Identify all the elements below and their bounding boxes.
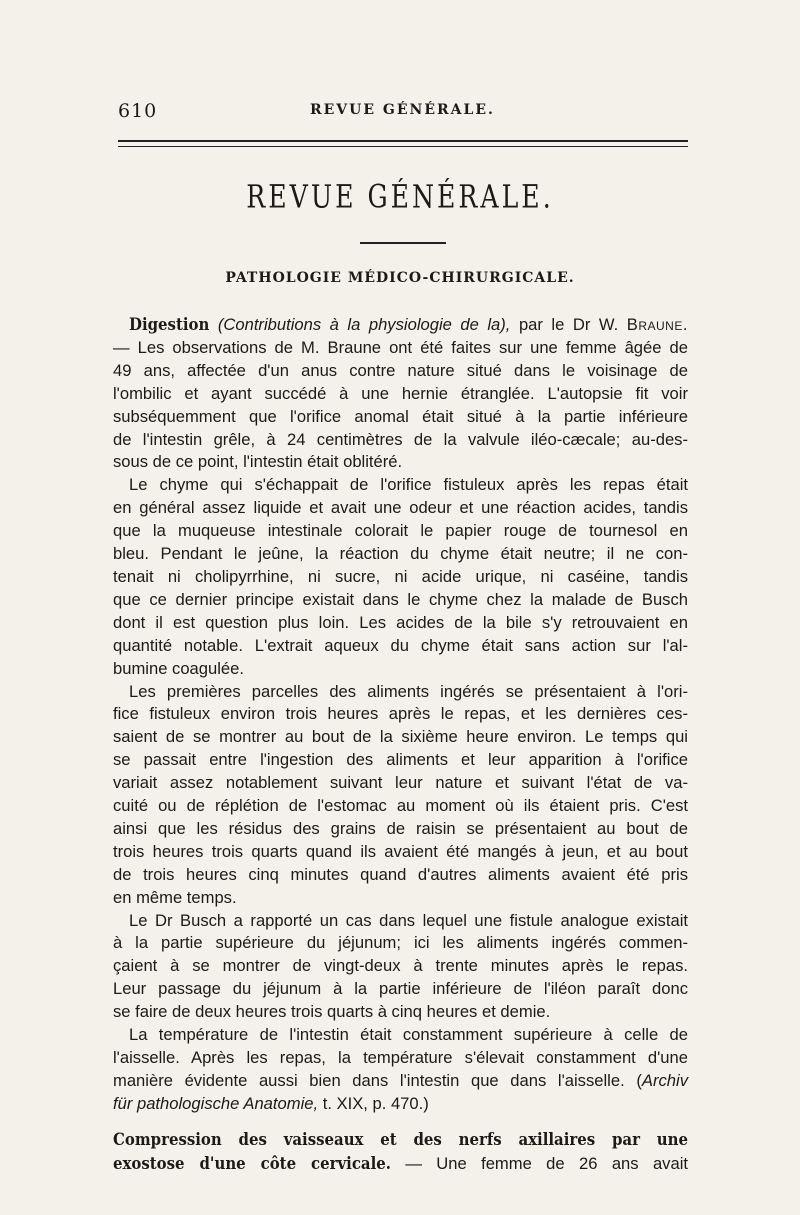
text-line: La température de l'intestin était constamment supérieure à celle de xyxy=(129,1025,688,1045)
text-line: variait assez notablement suivant leur nature et suivant l'état de va- xyxy=(113,773,688,793)
title-rule xyxy=(360,242,446,244)
text-line: se faire de deux heures trois quarts à cinq heures et demie. xyxy=(113,1002,551,1022)
text-line: Le chyme qui s'échappait de l'orifice fistuleux après les repas était xyxy=(129,475,688,495)
text-line: manière évidente aussi bien dans l'intestin que dans l'aisselle. xyxy=(113,1070,625,1090)
text-line: l'aisselle. Après les repas, la température s'élevait constamment d'une xyxy=(113,1048,688,1067)
text-line: l'ombilic et ayant succédé à une hernie étranglée. L'autopsie fit voir xyxy=(113,383,688,403)
text-line: Les premières parcelles des aliments ingérés se présentaient à l'ori- xyxy=(129,681,688,701)
text-line: saient de se montrer au bout de la sixième heure environ. Le temps qui xyxy=(113,727,688,747)
text-line: que la muqueuse intestinale colorait le papier rouge de tournesol en xyxy=(113,521,688,541)
article2-heading-part2: exostose d'une côte cervicale. xyxy=(113,1152,391,1173)
text-line: Leur passage du jéjunum à la partie inférieure de l'iléon paraît donc xyxy=(113,979,688,999)
text-line: dont il est question plus loin. Les acides de la bile s'y retrouvaient en xyxy=(113,612,688,632)
citation-open: ( xyxy=(636,1070,642,1090)
text-line: — Les observations de M. Braune ont été faites sur une femme âgée de xyxy=(113,337,688,357)
text-line: en général assez liquide et avait une odeur et une réaction acides, tandis xyxy=(113,498,688,518)
text-line: se passait entre l'ingestion des aliments et leur apparition à l'orifice xyxy=(113,750,688,770)
text-line: subséquemment que l'orifice anomal était situé à la partie inférieure xyxy=(113,406,688,426)
page-number: 610 xyxy=(118,100,158,122)
text-line: de trois heures cinq minutes quand d'autres aliments avaient été pris xyxy=(113,864,688,884)
text-line: cuité ou de réplétion de l'estomac au moment où ils étaient pris. C'est xyxy=(113,796,688,816)
header-rule-thin xyxy=(118,146,688,147)
running-title: REVUE GÉNÉRALE. xyxy=(310,102,495,118)
text-line: Le Dr Busch a rapporté un cas dans lequel une fistule analogue existait xyxy=(129,910,688,930)
citation-rest: t. XIX, p. 470.) xyxy=(318,1093,429,1113)
citation-journal-part1: Archiv xyxy=(641,1070,688,1090)
text-line: de l'intestin grêle, à 24 centimètres de la valvule iléo-cæcale; au-des- xyxy=(113,429,688,449)
text-line: quantité notable. L'extrait aqueux du chyme était sans action sur l'al- xyxy=(113,635,688,655)
section-title: REVUE GÉNÉRALE. xyxy=(246,177,554,216)
text-line: tenait ni cholipyrrhine, ni sucre, ni acide urique, ni caséine, tandis xyxy=(113,566,688,586)
article2-text-start: — Une femme de 26 ans avait xyxy=(390,1153,688,1173)
article2-heading-line2 xyxy=(113,1152,688,1176)
article-body xyxy=(113,313,688,1176)
text-line: que ce dernier principe existait dans le chyme chez la malade de Busch xyxy=(113,589,688,609)
article1-subtitle: (Contributions à la physiologie de la), xyxy=(217,315,511,334)
text-line: trois heures trois quarts quand ils avaient été mangés à jeun, et au bout xyxy=(113,841,688,861)
article2-heading-line1 xyxy=(113,1128,688,1152)
article1-heading: Digestion xyxy=(129,314,210,334)
text-line: bleu. Pendant le jeûne, la réaction du chyme était neutre; il ne con- xyxy=(113,544,688,564)
text-line: çaient à se montrer de vingt-deux à trente minutes après le repas. xyxy=(113,956,688,976)
text-line: à la partie supérieure du jéjunum; ici les aliments ingérés commen- xyxy=(113,933,688,953)
subsection-title: PATHOLOGIE MÉDICO-CHIRURGICALE. xyxy=(225,270,575,286)
header-rule-thick xyxy=(118,140,688,142)
article1-author: Braune. xyxy=(626,315,688,334)
citation-journal-part2: für pathologische Anatomie, xyxy=(113,1093,319,1113)
text-line: en même temps. xyxy=(113,887,237,907)
citation-line-2 xyxy=(113,1093,688,1116)
text-line: fice fistuleux environ trois heures après le repas, et les dernières ces- xyxy=(113,704,688,724)
article1-heading-line xyxy=(113,313,688,337)
text-line: ainsi que les résidus des grains de raisin se présentaient au bout de xyxy=(113,818,688,838)
text-line: 49 ans, affectée d'un anus contre nature situé dans le voisinage de xyxy=(113,360,688,380)
article2-heading-part1: Compression des vaisseaux et des nerfs axillaires par une xyxy=(113,1128,688,1149)
text-line: sous de ce point, l'intestin était oblitéré. xyxy=(113,452,403,472)
text-line: bumine coagulée. xyxy=(113,658,244,678)
citation-line-1 xyxy=(113,1070,688,1093)
article1-author-prefix: par le Dr W. xyxy=(518,315,619,334)
running-header xyxy=(118,96,688,126)
